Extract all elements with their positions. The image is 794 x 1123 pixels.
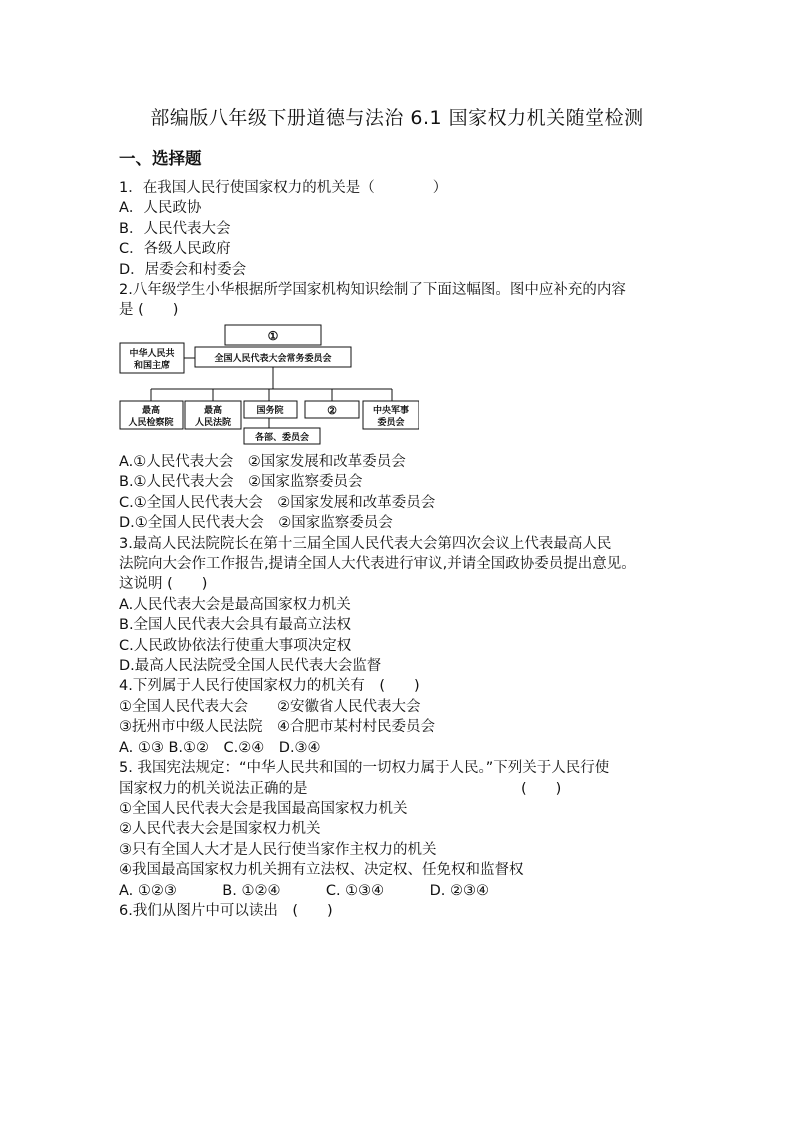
- q5-choice-c: C. ①③④: [325, 882, 385, 899]
- q5-answer-paren: ( ): [521, 780, 562, 797]
- questions-block-top: [119, 178, 694, 321]
- q6-stem: 6.我们从图片中可以读出 ( ): [119, 902, 333, 919]
- questions-block-bottom: [119, 452, 694, 921]
- q5-item-2: ②人民代表大会是国家权力机关: [119, 821, 321, 838]
- section-heading: 一、选择题: [119, 149, 202, 168]
- q2-option-a: A.①人民代表大会 ②国家发展和改革委员会: [119, 454, 406, 470]
- q1-option-b: B．人民代表大会: [119, 220, 231, 237]
- q4-choices: A. ①③ B.①② C.②④ D.③④: [119, 739, 321, 756]
- q3-stem-line1: 3.最高人民法院院长在第十三届全国人民代表大会第四次会议上代表最高人民: [119, 535, 612, 552]
- q1-stem: 1．在我国人民行使国家权力的机关是（ ）: [119, 180, 448, 196]
- diagram-military-l1: 中央军事: [372, 406, 410, 416]
- diagram-procuratorate-l2: 人民检察院: [128, 418, 174, 428]
- state-organs-diagram: [119, 323, 419, 445]
- q2-stem-line2: 是 ( ): [119, 302, 179, 319]
- q2-option-d: D.①全国人民代表大会 ②国家监察委员会: [119, 515, 393, 532]
- q1-option-a: A．人民政协: [119, 200, 202, 217]
- q4-items-line2: ③抚州市中级人民法院 ④合肥市某村村民委员会: [119, 719, 435, 736]
- page-title: 部编版八年级下册道德与法治 6.1 国家权力机关随堂检测: [150, 107, 644, 129]
- q5-stem-line1: 5. 我国宪法规定：“中华人民共和国的一切权力属于人民。”下列关于人民行使: [119, 760, 610, 777]
- q3-option-d: D.最高人民法院受全国人民代表大会监督: [119, 658, 382, 675]
- diagram-court-l1: 最高: [203, 406, 223, 416]
- q3-option-a: A.人民代表大会是最高国家权力机关: [119, 596, 351, 613]
- diagram-blank-2: ②: [327, 404, 337, 417]
- q2-stem-line1: 2.八年级学生小华根据所学国家机构知识绘制了下面这幅图。图中应补充的内容: [119, 282, 626, 299]
- q5-choice-b: B. ①②④: [222, 882, 281, 899]
- diagram-court-l2: 人民法院: [194, 418, 232, 428]
- q2-option-b: B.①人民代表大会 ②国家监察委员会: [119, 474, 363, 491]
- q5-stem-line2: [119, 779, 694, 799]
- q3-stem-line2: 法院向大会作工作报告,提请全国人大代表进行审议,并请全国政协委员提出意见。: [119, 556, 636, 573]
- q4-stem: 4.下列属于人民行使国家权力的机关有 ( ): [119, 678, 420, 695]
- q3-option-c: C.人民政协依法行使重大事项决定权: [119, 637, 352, 654]
- q5-choice-d: D. ②③④: [429, 882, 489, 899]
- q5-stem-text: 国家权力的机关说法正确的是: [119, 780, 308, 797]
- q1-option-d: D．居委会和村委会: [119, 261, 247, 278]
- diagram-procuratorate-l1: 最高: [141, 406, 161, 416]
- diagram-ministries: 各部、委员会: [254, 433, 310, 443]
- diagram-npc-standing: 全国人民代表大会常务委员会: [214, 354, 332, 364]
- diagram-state-council: 国务院: [256, 406, 284, 416]
- q5-choices: [119, 881, 489, 901]
- diagram-military-l2: 委员会: [377, 418, 405, 428]
- q5-item-1: ①全国人民代表大会是我国最高国家权力机关: [119, 800, 408, 817]
- diagram-president-l1: 中华人民共: [129, 349, 175, 359]
- diagram-president-l2: 和国主席: [133, 361, 171, 371]
- q5-item-3: ③只有全国人大才是人民行使当家作主权力的机关: [119, 841, 437, 858]
- q4-items-line1: ①全国人民代表大会 ②安徽省人民代表大会: [119, 698, 421, 715]
- q5-item-4: ④我国最高国家权力机关拥有立法权、决定权、任免权和监督权: [119, 862, 524, 879]
- diagram-blank-1: ①: [267, 329, 279, 343]
- q3-option-b: B.全国人民代表大会具有最高立法权: [119, 617, 352, 634]
- q5-choice-a: A. ①②③: [119, 882, 177, 899]
- q3-stem-line3: 这说明 ( ): [119, 576, 208, 593]
- q1-option-c: C．各级人民政府: [119, 241, 231, 258]
- q2-option-c: C.①全国人民代表大会 ②国家发展和改革委员会: [119, 494, 436, 511]
